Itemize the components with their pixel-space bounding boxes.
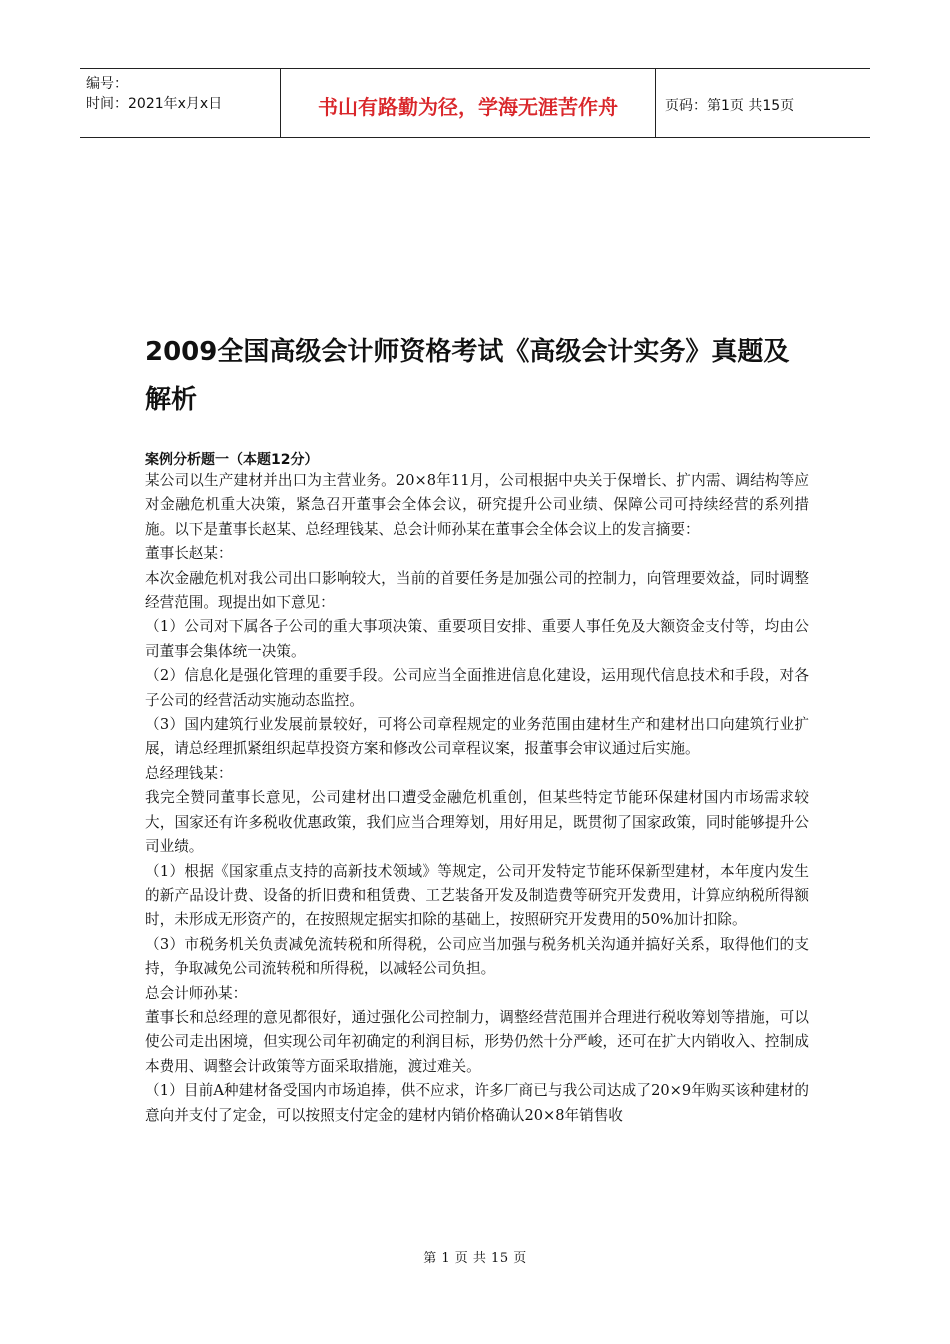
header-page-info: 页码：第1页 共15页 [665, 98, 795, 114]
body-paragraph: 总经理钱某： [145, 764, 233, 782]
header-page-cell [655, 69, 870, 137]
body-paragraph: 总会计师孙某： [145, 984, 248, 1002]
body-paragraph: 董事长赵某： [145, 545, 233, 563]
body-paragraph: （2）信息化是强化管理的重要手段。公司应当全面推进信息化建设，运用现代信息技术和手段，对各子公司的经营活动实施动态监控。 [145, 667, 809, 709]
page-footer: 第 1 页 共 15 页 [423, 1251, 527, 1266]
header-left-cell [80, 69, 280, 137]
body-paragraph: （1）根据《国家重点支持的高新技术领域》等规定，公司开发特定节能环保新型建材，本年度内发生的新产品设计费、设备的折旧费和租赁费、工艺装备开发及制造费等研究开发费用，计算应纳税所得额时，未形成无形资产的，在按照规定据实扣除的基础上，按照研究开发费用的50%加计扣除。 [145, 862, 809, 929]
body-paragraph: 我完全赞同董事长意见，公司建材出口遭受金融危机重创，但某些特定节能环保建材国内市场需求较大，国家还有许多税收优惠政策，我们应当合理筹划，用好用足，既贯彻了国家政策，同时能够提升公司业绩。 [145, 789, 809, 856]
body-paragraph: （1）目前A种建材备受国内市场追捧，供不应求，许多厂商已与我公司达成了20×9年购买该种建材的意向并支付了定金，可以按照支付定金的建材内销价格确认20×8年销售收 [145, 1082, 809, 1124]
document-title: 2009全国高级会计师资格考试《高级会计实务》真题及解析 [145, 337, 790, 415]
document-body [145, 469, 809, 1128]
motto-text: 书山有路勤为径，学海无涯苦作舟 [318, 95, 618, 119]
body-paragraph: （1）公司对下属各子公司的重大事项决策、重要项目安排、重要人事任免及大额资金支付等，均由公司董事会集体统一决策。 [145, 618, 809, 660]
body-paragraph: 某公司以生产建材并出口为主营业务。20×8年11月，公司根据中央关于保增长、扩内需、调结构等应对金融危机重大决策，紧急召开董事会全体会议，研究提升公司业绩、保障公司可持续经营的系列措施。以下是董事长赵某、总经理钱某、总会计师孙某在董事会全体会议上的发言摘要： [145, 472, 809, 538]
page-header [80, 68, 870, 138]
body-paragraph: （3）国内建筑行业发展前景较好，可将公司章程规定的业务范围由建材生产和建材出口向建筑行业扩展，请总经理抓紧组织起草投资方案和修改公司章程议案，报董事会审议通过后实施。 [145, 716, 809, 758]
body-paragraph: 本次金融危机对我公司出口影响较大，当前的首要任务是加强公司的控制力，向管理要效益，同时调整经营范围。现提出如下意见： [145, 569, 809, 612]
date-label: 时间：2021年x月x日 [86, 96, 223, 112]
body-paragraph: （3）市税务机关负责减免流转税和所得税，公司应当加强与税务机关沟通并搞好关系，取得他们的支持，争取减免公司流转税和所得税，以减轻公司负担。 [145, 935, 809, 978]
serial-number-label: 编号： [86, 76, 128, 92]
section-heading: 案例分析题一（本题12分） [145, 452, 319, 468]
header-motto-cell [280, 69, 656, 137]
body-paragraph: 董事长和总经理的意见都很好，通过强化公司控制力，调整经营范围并合理进行税收筹划等措施，可以使公司走出困境，但实现公司年初确定的利润目标，形势仍然十分严峻，还可在扩大内销收入、控制成本费用、调整会计政策等方面采取措施，渡过难关。 [145, 1008, 809, 1075]
